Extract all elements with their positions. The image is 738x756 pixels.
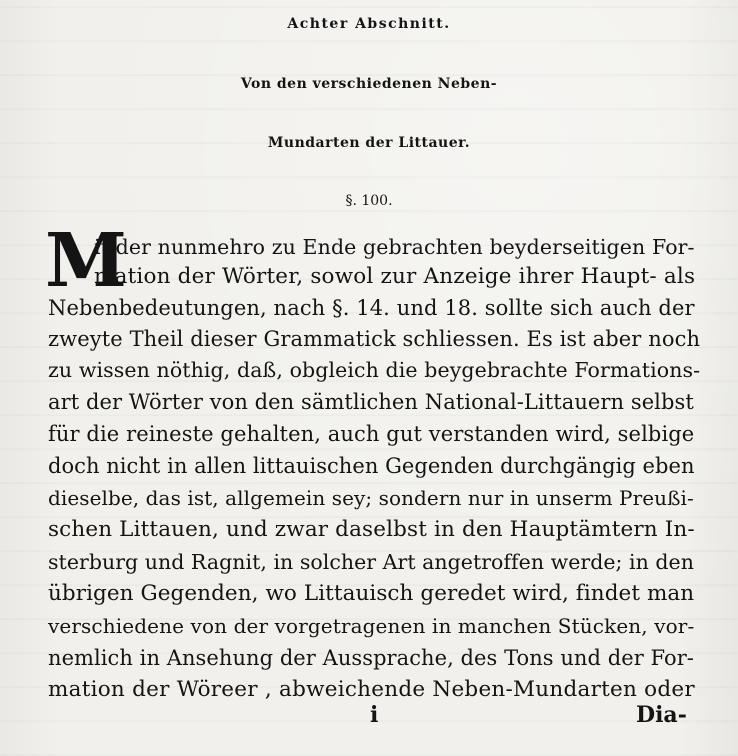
text-line-13: verschiedene von der vorgetragenen in manchen Stücken, vor-	[48, 614, 695, 638]
text-line-10: schen Littauen, und zwar daselbst in den Hauptämtern In-	[48, 517, 695, 542]
page-signature: i	[370, 702, 379, 728]
text-line-11: sterburg und Ragnit, in solcher Art angetroffen werde; in den	[48, 550, 694, 574]
text-line-7: für die reineste gehalten, auch gut verstanden wird, selbige	[48, 422, 695, 446]
title-line-2: Mundarten der Littauer.	[267, 135, 471, 151]
drop-capital: M	[45, 218, 127, 304]
chapter-heading: Achter Abschnitt.	[287, 16, 451, 32]
text-line-14: nemlich in Ansehung der Aussprache, des Tons und der For-	[48, 646, 694, 670]
text-line-9: dieselbe, das ist, allgemein sey; sondern nur in unserm Preußi-	[48, 486, 694, 510]
text-line-5: zu wissen nöthig, daß, obgleich die beygebrachte Formations-	[48, 358, 701, 382]
text-line-6: art der Wörter von den sämtlichen National-Littauern selbst	[48, 390, 694, 414]
text-line-4: zweyte Theil dieser Grammatick schliessen. Es ist aber noch	[48, 327, 701, 351]
text-line-8: doch nicht in allen littauischen Gegenden durchgängig eben	[48, 454, 695, 478]
text-line-2: mation der Wörter, sowol zur Anzeige ihrer Haupt- als	[94, 264, 696, 289]
text-line-15: mation der Wöreer , abweichende Neben-Mundarten oder	[48, 677, 695, 702]
text-line-1: it der nunmehro zu Ende gebrachten beyderseitigen For-	[94, 235, 695, 259]
text-line-12: übrigen Gegenden, wo Littauisch geredet wird, findet man	[48, 581, 695, 606]
text-line-3: Nebenbedeutungen, nach §. 14. und 18. sollte sich auch der	[48, 296, 695, 320]
section-number: §. 100.	[345, 193, 393, 209]
title-line-1: Von den verschiedenen Neben-	[240, 76, 498, 92]
catchword: Dia-	[636, 702, 687, 728]
